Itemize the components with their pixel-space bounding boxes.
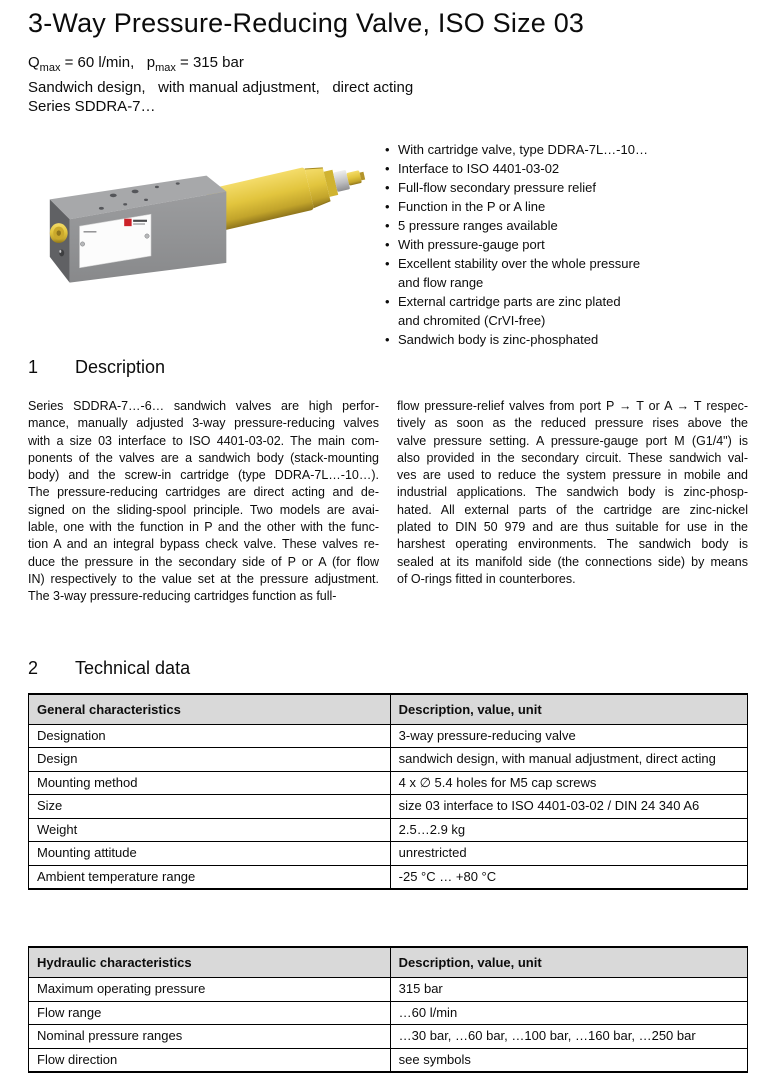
property-cell: Size (29, 795, 391, 819)
property-cell: Nominal pressure ranges (29, 1025, 391, 1049)
qmax-subscript: max (39, 62, 61, 74)
property-cell: Design (29, 748, 391, 772)
section-technical-data-heading (28, 658, 748, 679)
section-title: Description (75, 357, 166, 377)
table-row (29, 818, 748, 842)
general-characteristics-table (28, 693, 748, 891)
ratings-line (28, 53, 748, 78)
property-cell: Flow range (29, 1001, 391, 1025)
table-row (29, 1048, 748, 1072)
feature-item (385, 292, 748, 330)
text-line: plated to DIN 50 979 and are thus suitable for use in the (397, 520, 748, 535)
feature-text (398, 292, 621, 330)
bullet-icon: • (385, 256, 390, 271)
property-cell: Mounting attitude (29, 842, 391, 866)
text-line: industrial applications. The sandwich body is zinc-phosp- (397, 485, 748, 500)
table-row (29, 978, 748, 1002)
text-line: tion A and an integral bypass check valve. These valves re- (28, 537, 379, 552)
text-line: and flow range (398, 275, 484, 290)
text-line: 5 pressure ranges available (398, 218, 558, 233)
page-title: 3-Way Pressure-Reducing Valve, ISO Size 03 (28, 8, 585, 38)
text-line: The 3-way pressure-reducing cartridges function as full- (28, 589, 337, 604)
column-header: Hydraulic characteristics (29, 947, 391, 978)
description-right-column (397, 398, 748, 606)
table-header-row (29, 694, 748, 725)
text-line: With cartridge valve, type DDRA-7L…-10… (398, 142, 648, 157)
text-line: lable, one with the function in P and the other with the func- (28, 520, 379, 535)
product-overview (28, 140, 748, 349)
feature-text (398, 159, 559, 178)
feature-text (398, 330, 598, 349)
value-cell: unrestricted (390, 842, 747, 866)
text-line: Excellent stability over the whole pressure (398, 256, 641, 271)
feature-text (398, 216, 558, 235)
feature-item (385, 216, 748, 235)
text-line: hated. All external parts of the cartridge are zinc-nickel (397, 502, 748, 517)
series-line: Series SDDRA-7… (28, 98, 156, 115)
logo-mark-icon (124, 219, 131, 226)
text-line: IN) respectively to the value set at the pressure adjustment. (28, 571, 379, 586)
feature-text (398, 235, 545, 254)
table-row (29, 1001, 748, 1025)
section-description-heading (28, 357, 748, 378)
feature-item (385, 197, 748, 216)
section-number: 2 (28, 657, 39, 678)
value-cell: -25 °C … +80 °C (390, 865, 747, 889)
text-line: The pressure-reducing cartridges are direct acting and de- (28, 485, 379, 500)
text-line: With pressure-gauge port (398, 237, 545, 252)
bullet-icon: • (385, 237, 390, 252)
column-header: Description, value, unit (390, 947, 747, 978)
feature-text (398, 140, 648, 159)
text-line: Interface to ISO 4401-03-02 (398, 161, 560, 176)
design-line: Sandwich design, with manual adjustment, direct acting (28, 79, 414, 96)
feature-item (385, 178, 748, 197)
section-title: Technical data (75, 657, 191, 678)
table-header-row (29, 947, 748, 978)
feature-item (385, 330, 748, 349)
value-cell: 4 x ∅ 5.4 holes for M5 cap screws (390, 771, 747, 795)
column-header: General characteristics (29, 694, 391, 725)
text-line: and chromited (CrVI-free) (398, 313, 546, 328)
text-line: also provided in the secondary circuit. These sandwich val- (397, 450, 748, 465)
bullet-icon: • (385, 294, 390, 309)
property-cell: Mounting method (29, 771, 391, 795)
hydraulic-characteristics-table (28, 946, 748, 1073)
value-cell: size 03 interface to ISO 4401-03-02 / DIN 24 340 A6 (390, 795, 747, 819)
feature-list (385, 140, 748, 349)
bullet-icon: • (385, 332, 390, 347)
text-line: Function in the P or A line (398, 199, 546, 214)
qmax-value: = 60 l/min, (60, 54, 147, 71)
description-left-column (28, 398, 379, 606)
value-cell: …30 bar, …60 bar, …100 bar, …160 bar, …250 bar (390, 1025, 747, 1049)
table-row (29, 724, 748, 748)
pmax-symbol: p (146, 54, 156, 71)
value-cell: sandwich design, with manual adjustment, direct acting (390, 748, 747, 772)
column-header: Description, value, unit (390, 694, 747, 725)
property-cell: Designation (29, 724, 391, 748)
text-line: External cartridge parts are zinc plated (398, 294, 621, 309)
feature-item (385, 254, 748, 292)
text-line: signed on the sliding-spool principle. Two models are avai- (28, 502, 379, 517)
text-line: Sandwich body is zinc-phosphated (398, 332, 599, 347)
table-row (29, 1025, 748, 1049)
label-screw-left (80, 242, 84, 246)
valve-body (50, 176, 227, 283)
bullet-icon: • (385, 142, 390, 157)
text-line: ponents of the valves are a sandwich body (stack-mounting (28, 450, 379, 465)
feature-text (398, 197, 545, 216)
text-line: harshest operating environments. The sandwich body is (397, 537, 748, 552)
property-cell: Weight (29, 818, 391, 842)
value-cell: 315 bar (390, 978, 747, 1002)
bullet-icon: • (385, 218, 390, 233)
text-line: ves are used to reduce the system pressure in mobile and (397, 468, 748, 483)
property-cell: Ambient temperature range (29, 865, 391, 889)
table-row (29, 771, 748, 795)
table-row (29, 748, 748, 772)
table-row (29, 795, 748, 819)
table-row (29, 865, 748, 889)
value-cell: 2.5…2.9 kg (390, 818, 747, 842)
feature-item (385, 235, 748, 254)
valve-product-photo (28, 149, 385, 339)
text-line: Series SDDRA-7…-6… sandwich valves are high perfor- (28, 399, 379, 413)
property-cell: Flow direction (29, 1048, 391, 1072)
section-number: 1 (28, 357, 39, 377)
feature-text (398, 254, 640, 292)
description-text (28, 398, 748, 606)
text-line: flow pressure-relief valves from port P → T or A → T respec- (397, 399, 748, 413)
value-cell: see symbols (390, 1048, 747, 1072)
bullet-icon: • (385, 161, 390, 176)
text-line: duce the pressure in the secondary side of P or A (for flow (28, 554, 379, 569)
table-row (29, 842, 748, 866)
value-cell: 3-way pressure-reducing valve (390, 724, 747, 748)
text-line: valve pressure setting. A pressure-gauge port M (G1/4") is (397, 433, 748, 448)
text-line: body) and the screw-in cartridge (type DDRA-7L…-10…). (28, 468, 379, 483)
qmax-symbol: Q (28, 54, 40, 71)
text-line: with a size 03 interface to ISO 4401-03-02. The main com- (28, 433, 379, 448)
bullet-icon: • (385, 180, 390, 195)
label-screw-right (145, 234, 149, 238)
text-line: of O-rings fitted in counterbores. (397, 571, 576, 586)
pmax-value: = 315 bar (175, 54, 244, 71)
text-line: sealed at its manifold side (the connections side) by means (397, 554, 748, 569)
text-line: Full-flow secondary pressure relief (398, 180, 596, 195)
feature-item (385, 140, 748, 159)
valve-cartridge (206, 154, 369, 232)
property-cell: Maximum operating pressure (29, 978, 391, 1002)
text-line: mance, manually adjusted 3-way pressure-reducing valves (28, 416, 379, 431)
text-line: tively as soon as the reduced pressure rises above the (397, 416, 748, 431)
feature-text (398, 178, 596, 197)
pmax-subscript: max (155, 62, 176, 74)
value-cell: …60 l/min (390, 1001, 747, 1025)
feature-item (385, 159, 748, 178)
bullet-icon: • (385, 199, 390, 214)
